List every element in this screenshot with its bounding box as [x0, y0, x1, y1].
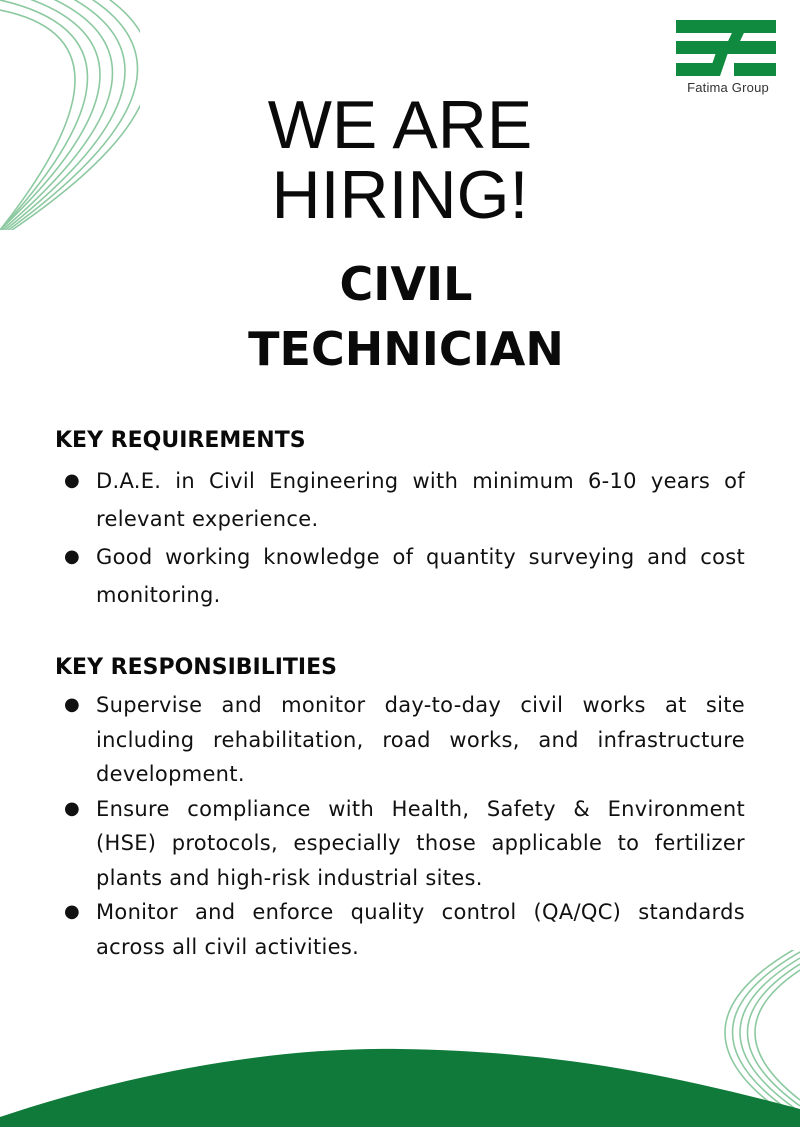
list-item [60, 792, 745, 896]
job-title [0, 252, 800, 382]
bottom-wave-decoration [0, 1037, 800, 1127]
requirement-text: D.A.E. in Civil Engineering with minimum 6-10 years of relevant experience. [96, 469, 745, 531]
requirements-list [60, 462, 745, 614]
requirements-heading: KEY REQUIREMENTS [55, 428, 306, 453]
list-item [60, 462, 745, 538]
bullet-dot-icon: ● [64, 694, 81, 715]
job-title-line-2: TECHNICIAN [248, 322, 564, 376]
bullet-dot-icon: ● [64, 470, 81, 491]
list-item [60, 538, 745, 614]
responsibility-text: Monitor and enforce quality control (QA/QC) standards across all civil activities. [96, 900, 745, 959]
bullet-dot-icon: ● [64, 797, 81, 819]
bullet-dot-icon: ● [64, 546, 81, 567]
responsibilities-list [60, 688, 745, 964]
requirement-text: Good working knowledge of quantity surveying and cost monitoring. [96, 545, 745, 607]
headline-line-1: WE ARE [267, 87, 533, 163]
list-item [60, 688, 745, 792]
responsibility-text: Supervise and monitor day-to-day civil works at site including rehabilitation, road works, and infrastructure development. [96, 693, 745, 786]
brand-logo [676, 20, 780, 95]
headline-line-2: HIRING! [271, 157, 529, 233]
fatima-group-logo-icon [676, 20, 776, 76]
responsibilities-heading: KEY RESPONSIBILITIES [55, 655, 337, 680]
brand-name: Fatima Group [687, 80, 769, 95]
list-item [60, 895, 745, 964]
bullet-dot-icon: ● [64, 901, 81, 922]
job-title-line-1: CIVIL [339, 257, 473, 311]
responsibility-text: Ensure compliance with Health, Safety & Environment (HSE) protocols, especially those applicable to fertilizer plants and high-risk industrial sites. [96, 796, 745, 890]
